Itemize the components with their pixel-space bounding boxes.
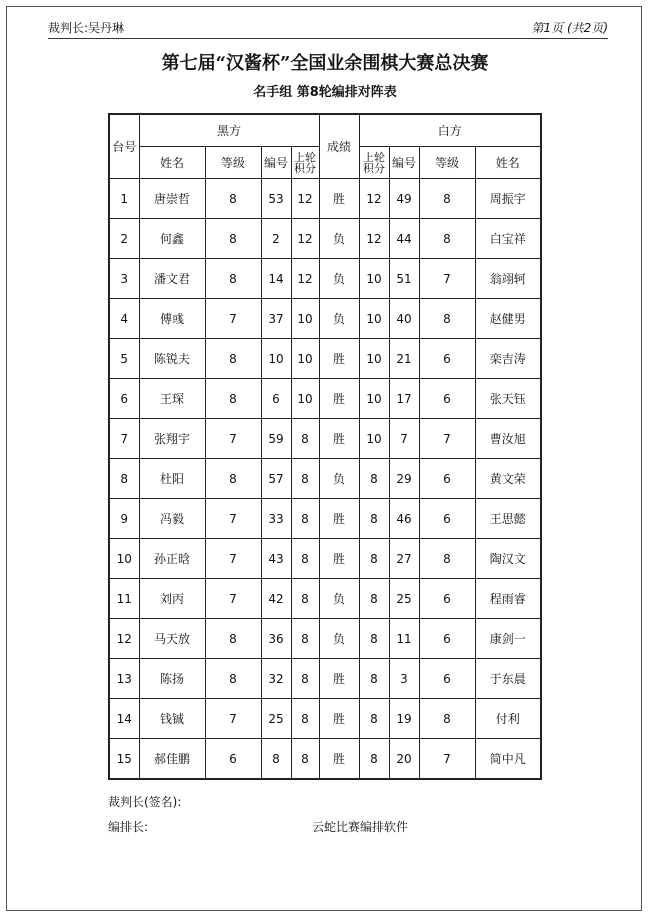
table-row	[109, 459, 541, 499]
table-row	[109, 219, 541, 259]
white-points-cell: 10	[359, 419, 389, 459]
black-id-cell: 37	[261, 299, 291, 339]
result-cell: 负	[319, 219, 359, 259]
document-title: 第七届“汉酱杯”全国业余围棋大赛总决赛	[161, 53, 489, 74]
black-name-cell: 陈锐夫	[139, 339, 205, 379]
white-name-cell: 赵健男	[475, 299, 541, 339]
table-number-cell: 14	[109, 699, 139, 739]
table-number-cell: 15	[109, 739, 139, 780]
result-cell: 负	[319, 459, 359, 499]
black-id-header: 编号	[261, 147, 291, 179]
white-level-cell: 6	[419, 619, 475, 659]
white-level-cell: 6	[419, 339, 475, 379]
white-side-header: 白方	[359, 114, 541, 147]
black-name-cell: 何鑫	[139, 219, 205, 259]
black-points-cell: 10	[291, 299, 319, 339]
black-level-cell: 7	[205, 499, 261, 539]
software-credit: 云蛇比赛编排软件	[312, 820, 409, 834]
arranger-label: 编排长:	[108, 820, 149, 834]
table-row	[109, 379, 541, 419]
black-id-cell: 25	[261, 699, 291, 739]
white-id-cell: 40	[389, 299, 419, 339]
table-number-cell: 11	[109, 579, 139, 619]
table-number-cell: 7	[109, 419, 139, 459]
page-header	[48, 20, 608, 39]
table-number-cell: 1	[109, 179, 139, 219]
black-name-cell: 潘文君	[139, 259, 205, 299]
table-row	[109, 699, 541, 739]
black-name-cell: 王琛	[139, 379, 205, 419]
white-id-header: 编号	[389, 147, 419, 179]
black-name-cell: 孙正晗	[139, 539, 205, 579]
white-id-cell: 7	[389, 419, 419, 459]
white-id-cell: 44	[389, 219, 419, 259]
result-header: 成绩	[319, 114, 359, 179]
black-level-cell: 8	[205, 259, 261, 299]
black-name-cell: 张翔宇	[139, 419, 205, 459]
table-row	[109, 619, 541, 659]
white-name-cell: 栾吉涛	[475, 339, 541, 379]
table-number-cell: 12	[109, 619, 139, 659]
white-name-cell: 康剑一	[475, 619, 541, 659]
page-number: 第1页 (共2页)	[531, 21, 608, 35]
white-points-cell: 8	[359, 699, 389, 739]
black-id-cell: 36	[261, 619, 291, 659]
white-name-cell: 周振宇	[475, 179, 541, 219]
white-level-cell: 8	[419, 219, 475, 259]
white-level-cell: 7	[419, 259, 475, 299]
white-level-cell: 8	[419, 299, 475, 339]
black-points-cell: 8	[291, 499, 319, 539]
pairing-table	[108, 113, 542, 780]
black-points-cell: 12	[291, 179, 319, 219]
table-number-cell: 3	[109, 259, 139, 299]
table-row	[109, 539, 541, 579]
white-name-header: 姓名	[475, 147, 541, 179]
black-id-cell: 2	[261, 219, 291, 259]
white-level-cell: 7	[419, 739, 475, 780]
result-cell: 胜	[319, 539, 359, 579]
black-level-cell: 6	[205, 739, 261, 780]
white-points-cell: 8	[359, 459, 389, 499]
result-cell: 负	[319, 579, 359, 619]
black-id-cell: 42	[261, 579, 291, 619]
white-level-cell: 6	[419, 659, 475, 699]
white-id-cell: 51	[389, 259, 419, 299]
result-cell: 胜	[319, 179, 359, 219]
pairing-rows	[109, 179, 541, 780]
white-points-cell: 8	[359, 539, 389, 579]
referee-signature-label: 裁判长(签名):	[108, 795, 182, 809]
black-level-header: 等级	[205, 147, 261, 179]
black-points-cell: 10	[291, 339, 319, 379]
white-level-header: 等级	[419, 147, 475, 179]
black-name-cell: 傅彧	[139, 299, 205, 339]
white-level-cell: 6	[419, 379, 475, 419]
black-level-cell: 8	[205, 379, 261, 419]
white-level-cell: 6	[419, 499, 475, 539]
table-row	[109, 339, 541, 379]
white-name-cell: 白宝祥	[475, 219, 541, 259]
black-level-cell: 7	[205, 699, 261, 739]
black-id-cell: 8	[261, 739, 291, 780]
black-id-cell: 32	[261, 659, 291, 699]
white-name-cell: 陶汉文	[475, 539, 541, 579]
table-number-cell: 13	[109, 659, 139, 699]
white-id-cell: 17	[389, 379, 419, 419]
table-row	[109, 659, 541, 699]
black-level-cell: 8	[205, 219, 261, 259]
black-level-cell: 8	[205, 619, 261, 659]
result-cell: 负	[319, 299, 359, 339]
black-id-cell: 14	[261, 259, 291, 299]
white-level-cell: 6	[419, 459, 475, 499]
black-level-cell: 8	[205, 179, 261, 219]
black-name-cell: 冯毅	[139, 499, 205, 539]
white-level-cell: 8	[419, 699, 475, 739]
black-name-cell: 马天放	[139, 619, 205, 659]
white-id-cell: 11	[389, 619, 419, 659]
white-id-cell: 19	[389, 699, 419, 739]
black-level-cell: 8	[205, 659, 261, 699]
table-row	[109, 739, 541, 780]
table-row	[109, 259, 541, 299]
white-name-cell: 付利	[475, 699, 541, 739]
table-number-cell: 5	[109, 339, 139, 379]
white-name-cell: 张天钰	[475, 379, 541, 419]
white-id-cell: 3	[389, 659, 419, 699]
white-name-cell: 于东晨	[475, 659, 541, 699]
result-cell: 胜	[319, 419, 359, 459]
white-points-cell: 12	[359, 179, 389, 219]
black-id-cell: 10	[261, 339, 291, 379]
black-name-cell: 陈扬	[139, 659, 205, 699]
black-points-cell: 8	[291, 419, 319, 459]
white-id-cell: 27	[389, 539, 419, 579]
table-number-cell: 2	[109, 219, 139, 259]
table-row	[109, 179, 541, 219]
black-name-cell: 郝佳鹏	[139, 739, 205, 780]
white-points-header: 上轮积分	[359, 147, 389, 179]
white-points-cell: 8	[359, 619, 389, 659]
table-number-cell: 8	[109, 459, 139, 499]
black-level-cell: 8	[205, 339, 261, 379]
table-number-cell: 4	[109, 299, 139, 339]
white-level-cell: 8	[419, 539, 475, 579]
result-cell: 负	[319, 619, 359, 659]
result-cell: 负	[319, 259, 359, 299]
black-level-cell: 7	[205, 419, 261, 459]
black-level-cell: 7	[205, 539, 261, 579]
white-points-cell: 10	[359, 259, 389, 299]
white-points-cell: 10	[359, 339, 389, 379]
white-level-cell: 6	[419, 579, 475, 619]
result-cell: 胜	[319, 339, 359, 379]
white-id-cell: 29	[389, 459, 419, 499]
document-subtitle: 名手组 第8轮编排对阵表	[253, 85, 397, 100]
white-name-cell: 程雨睿	[475, 579, 541, 619]
black-points-cell: 8	[291, 699, 319, 739]
white-name-cell: 简中凡	[475, 739, 541, 780]
black-id-cell: 6	[261, 379, 291, 419]
black-id-cell: 59	[261, 419, 291, 459]
table-row	[109, 419, 541, 459]
chief-referee-header: 裁判长:吴丹琳	[48, 21, 125, 35]
black-id-cell: 43	[261, 539, 291, 579]
black-level-cell: 7	[205, 579, 261, 619]
white-name-cell: 曹汝旭	[475, 419, 541, 459]
black-points-cell: 10	[291, 379, 319, 419]
table-row	[109, 499, 541, 539]
table-number-header: 台号	[109, 114, 139, 179]
black-id-cell: 33	[261, 499, 291, 539]
black-name-cell: 唐崇哲	[139, 179, 205, 219]
black-name-cell: 杜阳	[139, 459, 205, 499]
table-row	[109, 299, 541, 339]
black-id-cell: 53	[261, 179, 291, 219]
black-name-header: 姓名	[139, 147, 205, 179]
white-level-cell: 8	[419, 179, 475, 219]
black-points-header: 上轮积分	[291, 147, 319, 179]
black-points-cell: 8	[291, 579, 319, 619]
black-name-cell: 钱铖	[139, 699, 205, 739]
white-points-cell: 8	[359, 739, 389, 780]
table-number-cell: 6	[109, 379, 139, 419]
result-cell: 胜	[319, 659, 359, 699]
black-name-cell: 刘丙	[139, 579, 205, 619]
table-number-cell: 9	[109, 499, 139, 539]
result-cell: 胜	[319, 379, 359, 419]
result-cell: 胜	[319, 739, 359, 780]
black-id-cell: 57	[261, 459, 291, 499]
white-name-cell: 翁翊轲	[475, 259, 541, 299]
white-id-cell: 49	[389, 179, 419, 219]
black-side-header: 黑方	[139, 114, 319, 147]
white-points-cell: 12	[359, 219, 389, 259]
white-points-cell: 8	[359, 659, 389, 699]
black-level-cell: 8	[205, 459, 261, 499]
black-points-cell: 8	[291, 539, 319, 579]
white-level-cell: 7	[419, 419, 475, 459]
black-points-cell: 8	[291, 739, 319, 780]
white-id-cell: 25	[389, 579, 419, 619]
white-points-cell: 10	[359, 299, 389, 339]
white-points-cell: 10	[359, 379, 389, 419]
black-points-cell: 8	[291, 619, 319, 659]
black-points-cell: 8	[291, 659, 319, 699]
black-level-cell: 7	[205, 299, 261, 339]
white-id-cell: 21	[389, 339, 419, 379]
white-name-cell: 王思懿	[475, 499, 541, 539]
result-cell: 胜	[319, 699, 359, 739]
white-points-cell: 8	[359, 499, 389, 539]
white-name-cell: 黄文荣	[475, 459, 541, 499]
white-id-cell: 20	[389, 739, 419, 780]
black-points-cell: 12	[291, 219, 319, 259]
result-cell: 胜	[319, 499, 359, 539]
table-number-cell: 10	[109, 539, 139, 579]
white-points-cell: 8	[359, 579, 389, 619]
black-points-cell: 12	[291, 259, 319, 299]
white-id-cell: 46	[389, 499, 419, 539]
black-points-cell: 8	[291, 459, 319, 499]
table-row	[109, 579, 541, 619]
